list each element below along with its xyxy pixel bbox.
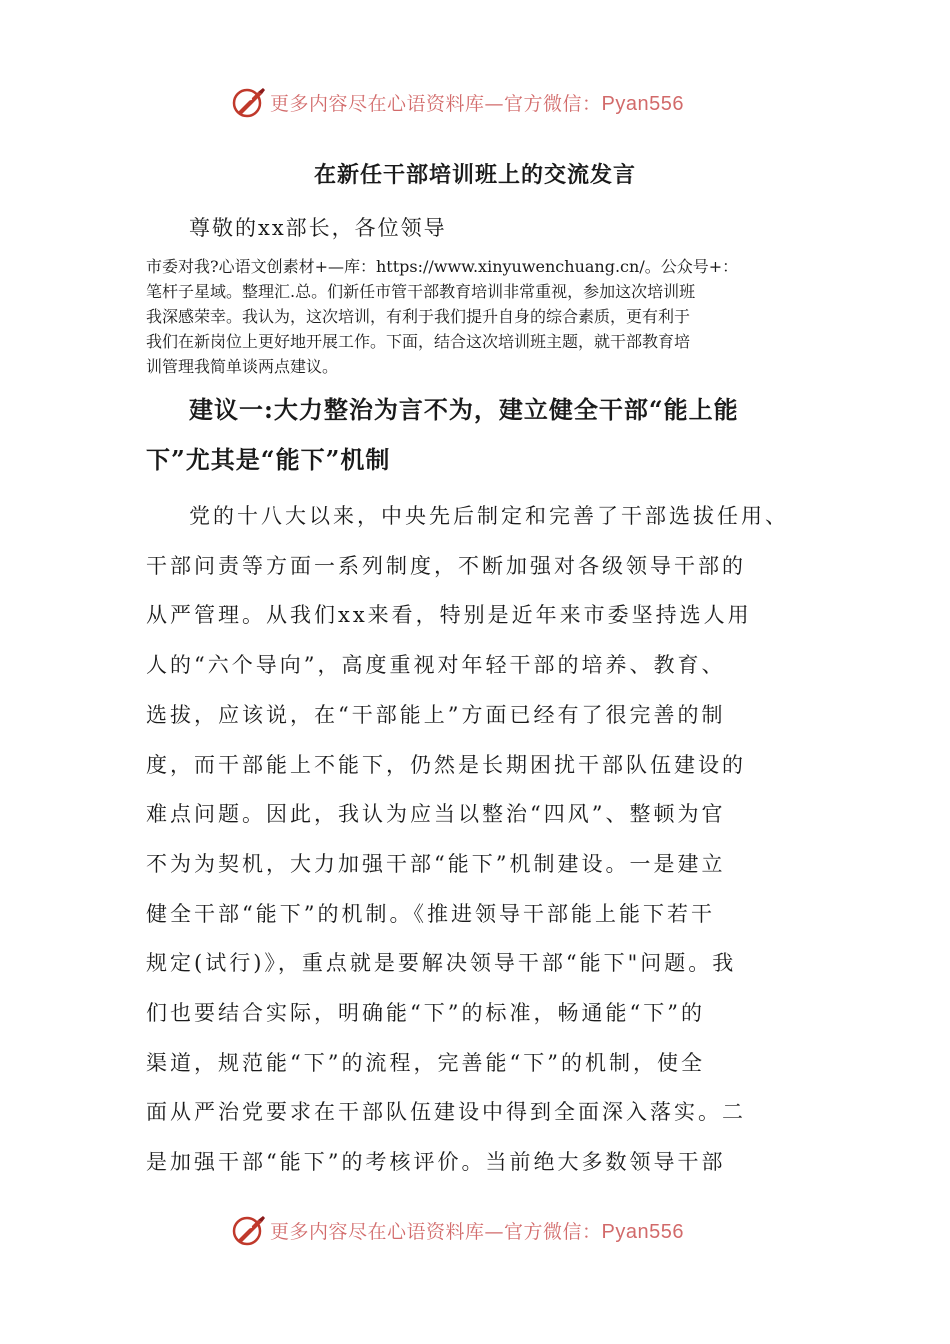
watermark-label: 更多内容尽在心语资料库—官方微信： <box>270 1220 602 1243</box>
page-title: 在新任干部培训班上的交流发言 <box>313 162 636 188</box>
body-line: 党的十八大以来，中央先后制定和完善了干部选拔任用、 <box>189 504 789 528</box>
watermark-wechat-id: Pyan556 <box>601 1220 684 1243</box>
intro-line: 笔杆子星域。整理汇.总。们新任市管干部教育培训非常重视，参加这次培训班 <box>146 282 696 301</box>
body-line: 从严管理。从我们xx来看，特别是近年来市委坚持选人用 <box>146 603 752 628</box>
pen-logo-icon <box>232 1213 266 1247</box>
body-line: 们也要结合实际，明确能“下”的标准，畅通能“下”的 <box>146 1001 705 1026</box>
body-line: 规定(试行)》，重点就是要解决领导干部“能下"问题。我 <box>146 951 737 976</box>
section-heading-line-2: 下”尤其是“能下”机制 <box>146 445 391 474</box>
watermark-text <box>270 89 684 116</box>
body-line: 人的“六个导向”，高度重视对年轻干部的培养、教育、 <box>146 653 726 678</box>
watermark-banner-top <box>232 82 684 122</box>
body-line: 难点问题。因此，我认为应当以整治“四风”、整顿为官 <box>146 802 726 827</box>
body-line: 选拔，应该说，在“干部能上”方面已经有了很完善的制 <box>146 702 726 727</box>
salutation: 尊敬的xx部长，各位领导 <box>189 216 447 240</box>
body-line: 干部问责等方面一系列制度，不断加强对各级领导干部的 <box>146 553 746 578</box>
intro-line: 市委对我?心语文创素材+—库：https://www.xinyuwenchuang.cn/。公众号+： <box>146 257 739 276</box>
watermark-text <box>270 1217 684 1244</box>
intro-line: 我们在新岗位上更好地开展工作。下面，结合这次培训班主题，就干部教育培 <box>146 332 691 351</box>
body-line: 度，而干部能上不能下，仍然是长期困扰干部队伍建设的 <box>146 752 746 777</box>
pen-logo-icon <box>232 85 266 119</box>
intro-paragraph <box>146 254 826 379</box>
section-heading-line-1: 建议一:大力整治为言不为，建立健全干部“能上能 <box>189 395 739 424</box>
body-line: 面从严治党要求在干部队伍建设中得到全面深入落实。二 <box>146 1100 746 1125</box>
body-line: 是加强干部“能下”的考核评价。当前绝大多数领导干部 <box>146 1150 726 1175</box>
body-paragraph <box>146 492 789 1188</box>
watermark-wechat-id: Pyan556 <box>601 92 684 115</box>
body-line: 渠道，规范能“下”的流程，完善能“下”的机制，使全 <box>146 1050 705 1075</box>
watermark-banner-bottom <box>232 1210 684 1250</box>
body-line: 健全干部“能下”的机制。《推进领导干部能上能下若干 <box>146 901 715 926</box>
intro-line: 我深感荣幸。我认为，这次培训，有利于我们提升自身的综合素质，更有利于 <box>146 307 691 326</box>
intro-line: 训管理我简单谈两点建议。 <box>146 357 339 376</box>
watermark-label: 更多内容尽在心语资料库—官方微信： <box>270 92 602 115</box>
body-line: 不为为契机，大力加强干部“能下”机制建设。一是建立 <box>146 851 726 876</box>
